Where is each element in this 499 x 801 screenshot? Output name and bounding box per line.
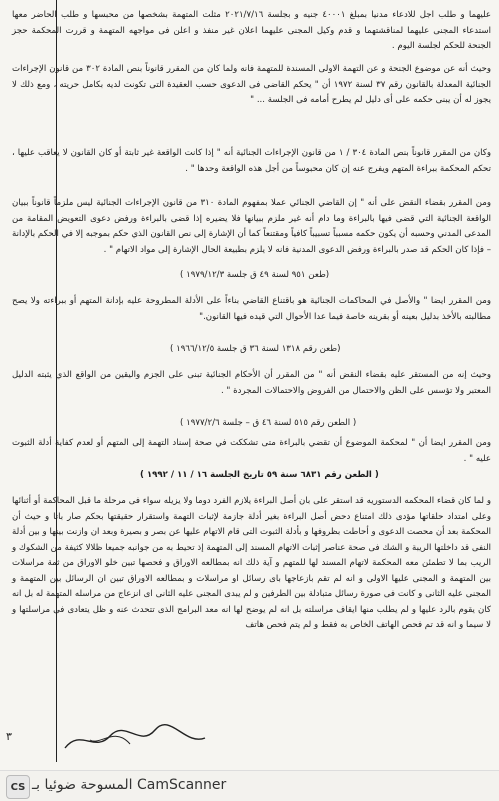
paragraph-4: ومن المقرر بقضاء النقض على أنه " إن القاضي الجنائي عملا بمفهوم المادة ٣١٠ من قانون الإجراءات الجنائية ليس ملزماً قانوناً ببيان الواقعة الجنائية التي قضى فيها بالبراءة وما دام أنه غير ملزم ببيانها فلا يضيره إذا قضى بالبراءة ورفض دعوى التعويض المقامة من المدعى المدني وحسبه أن يكون حكمه مسبباً تسبيباً كافياً ومقتنعاً كما أن الإشارة إلى نص القانون الذي حكم بموجبه إلا في الحكم بالإدانة – فإذا كان الحكم قد صدر بالبراءة ورفض الدعوى المدنية فانه لا يلزم بطبيعة الحال الإشارة إلى مواد الاتهام " . <box>12 198 491 255</box>
citation-4: ( الطعن رقم ٦٨٣١ سنة ٥٩ تاريخ الجلسة ١٦ / ١١ / ١٩٩٢ ) <box>140 470 379 480</box>
handwritten-signature <box>60 718 210 758</box>
paragraph-8: و لما كان قضاء المحكمه الدستوريه قد استقر على بان أصل البراءة يلازم الفرد دوما ولا يزيله سواء فى مرحلة ما قبل المحاكمة أو أثنائها وعلى امتداد حلقاتها مؤدى ذلك امتناع دحض أصل البراءة بغير أدلة جازمة لإثبات التهمة واستقرار حقيقتها بحكم صار باتا و حيث أن المحكمة بعد أن محصت الدعوى و أحاطت بظروفها و بأدلة الثبوت التى قام الاتهام عليها عن بصر و بصيرة وبعد ان وازنت بينها و بين أدلة النفى قد داخلتها الريبة و الشك فى صحة عناصر إثبات الاتهام المسند إلى المتهمة إذ تحيط به من جوانبه جميعا ظلالا كثيفة من الشكوك و الريب بما لا تطمئن معه المحكمة لاتهام المسند لها للمتهم و آية ذلك انه بمطالعه الاوراق و فحصها تبين خلو الاوراق من ثمة مراسلات بين المتهمة و المجنى عليها الاولى و انه لم تقم بازعاجها باى رسائل او مراسلات و بمطالعه الاوراق تبين ان الرسائل بين المتهمة و المجنى عليه الثانى و كانت فى صورة رسائل متبادلة بين الطرفين و لم يبدى المجنى عليه الثانى اى انزعاج من مراسله المتهمة له بل انه كان يقوم بالرد عليها و لم يطلب منها ايقاف مراسلته بل انه لم يوضح لها انه معد البرامج الذى تتحدث عنه و ظل يتعادى فى مراسلتها و لا سيما و انه قد تم فحص الهاتف الخاص به فقط و لم يتم فحص هاتف <box>12 496 491 630</box>
citation-3: ( الطعن رقم ٥١٥ لسنة ٤٦ ق – جلسة ١٩٧٧/٢/٦ ) <box>180 418 357 428</box>
paragraph-2: وحيث أنه عن موضوع الجنحة و عن التهمة الاولى المسندة للمتهمة فانه ولما كان من المقرر قانوناً بنص المادة ٣٠٢ من قانون الإجراءات الجنائية المعدلة بالقانون رقم ٣٧ لسنة ١٩٧٢ أن " يحكم القاضى فى الدعوى حسب العقيدة التى تكونت لديه بكامل حريته ، ومع ذلك لا يجوز له أن يبنى حكمه على أى دليل لم يطرح أمامه فى الجلسة ... " <box>12 64 492 105</box>
paragraph-7: ومن المقرر ايضا أن " لمحكمة الموضوع أن تقضي بالبراءة متى تشككت في صحة إسناد التهمة إلى المتهم أو لعدم كفاية أدلة الثبوت عليه " . <box>12 438 491 464</box>
scanner-watermark-text: المسوحة ضوئيا بـ CamScanner <box>32 777 227 793</box>
paragraph-6: وحيث إنه من المستقر عليه بقضاء النقض أنه " من المقرر أن الأحكام الجنائية تبنى على الجزم واليقين من الواقع الذي يثبته الدليل المعتبر ولا تؤسس على الظن والاحتمال من الفروض والاحتمالات المجردة " . <box>12 370 491 396</box>
page-number: ٣ <box>6 730 12 743</box>
paragraph-3: وكان من المقرر قانوناً بنص المادة ٣٠٤ / ١ من قانون الإجراءات الجنائية أنه " إذا كانت الواقعة غير ثابتة أو كان القانون لا يعاقب عليها ، تحكم المحكمة ببراءة المتهم ويفرج عنه إن كان محبوساً من أجل هذه الواقعة وحدها " . <box>12 148 491 174</box>
camscanner-logo-icon: CS <box>6 775 30 799</box>
citation-1: (طعن ٩٥١ لسنة ٤٩ ق جلسة ١٩٧٩/١٢/٣ ) <box>180 270 330 280</box>
paragraph-1: عليهما و طلب اجل للادعاء مدنيا بمبلغ ٤٠٠٠١ جنيه و بجلسة ٢٠٢١/٧/١٦ مثلت المتهمة بشخصها من محبسها و طلب الحاضر معها استدعاء المجنى عليهما لمناقشتهما و قدم وكيل المجنى عليهما اعلان غير منفذ و اعلن فى مواجهه المتهمة و قررت المحكمة حجز الجنحة للحكم لجلسة اليوم . <box>12 10 491 51</box>
citation-2: (طعن رقم ١٣١٨ لسنة ٣٦ ق جلسة ١٩٦٦/١٢/٥ ) <box>170 344 341 354</box>
camscanner-footer <box>0 770 499 801</box>
paragraph-5: ومن المقرر ايضا " والأصل في المحاكمات الجنائية هو باقتناع القاضي بناءاً على الأدلة المطروحة عليه بإدانة المتهم أو ببراءته ولا يصح مطالبته بالأخذ بدليل بعينه أو بقرينه خاصة فيما عدا الأحوال التي قيده فيها القانون." <box>12 296 491 322</box>
